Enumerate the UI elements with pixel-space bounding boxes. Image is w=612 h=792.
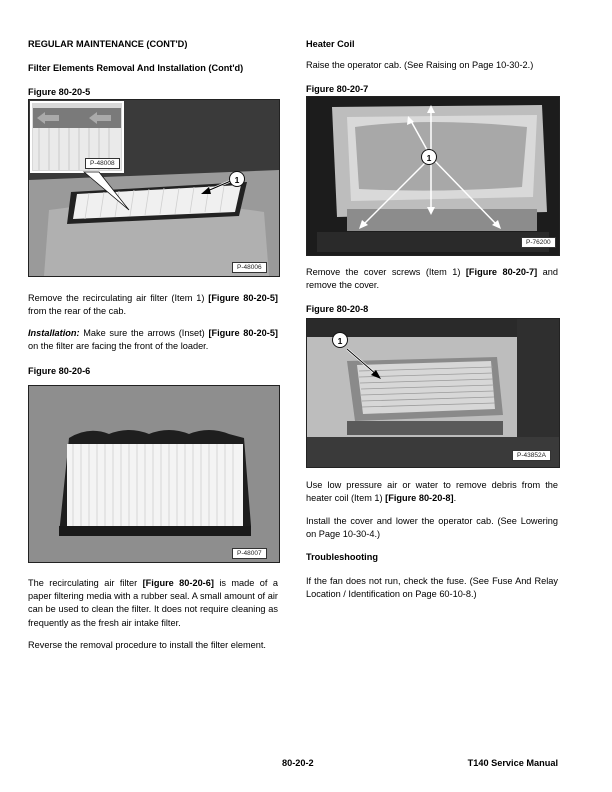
section-title: REGULAR MAINTENANCE (CONT'D) [28, 39, 188, 49]
callout-item-1: 1 [332, 332, 348, 348]
figure-80-20-7-photo [306, 96, 560, 256]
paragraph-installation: Installation: Make sure the arrows (Inset) [Figure 80-20-5] on the filter are facing the front of the loader. [28, 328, 278, 352]
paragraph-remove-cover: Remove the cover screws (Item 1) [Figure 80-20-7] and remove the cover. [306, 267, 558, 291]
paragraph-remove-filter: Remove the recirculating air filter (Item 1) [Figure 80-20-5] from the rear of the cab. [28, 293, 278, 317]
photo-tag: P-43852A [512, 450, 551, 461]
figure-reference: [Figure 80-20-5] [208, 293, 278, 303]
figure-80-20-7-label: Figure 80-20-7 [306, 84, 369, 94]
subsection-title: Filter Elements Removal And Installation (Cont'd) [28, 63, 244, 73]
troubleshooting-title: Troubleshooting [306, 552, 378, 562]
heater-coil-title: Heater Coil [306, 39, 355, 49]
inset-photo-tag: P-48008 [85, 158, 120, 169]
figure-reference: [Figure 80-20-7] [465, 267, 538, 277]
photo-tag: P-48006 [232, 262, 267, 273]
figure-reference: [Figure 80-20-5] [208, 328, 278, 338]
figure-80-20-5-photo [28, 99, 280, 277]
heater-cover-image [307, 97, 559, 255]
paragraph-clean-coil: Use low pressure air or water to remove debris from the heater coil (Item 1) [Figure 80-20-8]. [306, 480, 558, 504]
paragraph-raise-cab: Raise the operator cab. (See Raising on Page 10-30-2.) [306, 60, 534, 70]
page-number: 80-20-2 [282, 758, 314, 768]
installation-lead: Installation: [28, 328, 80, 338]
air-filter-element-image [29, 386, 279, 562]
figure-reference: [Figure 80-20-8] [385, 493, 454, 504]
paragraph-filter-description: The recirculating air filter [Figure 80-20-6] is made of a paper filtering media with a rubber seal. A small amount of air can be used to clean the filter. It does not require cleaning as frequently as the fresh air intake filter. [28, 578, 279, 628]
paragraph-install-cover: Install the cover and lower the operator cab. (See Lowering on Page 10-30-4.) [306, 516, 558, 540]
manual-title: T140 Service Manual [467, 758, 558, 768]
callout-item-1: 1 [229, 171, 245, 187]
paragraph-reverse-procedure: Reverse the removal procedure to install the filter element. [28, 640, 266, 650]
figure-80-20-6-label: Figure 80-20-6 [28, 366, 91, 376]
figure-80-20-8-photo [306, 318, 560, 468]
paragraph-fan-fuse: If the fan does not run, check the fuse. (See Fuse And Relay Location / Identification on Page 60-10-8.) [306, 576, 558, 600]
photo-tag: P-76200 [521, 237, 556, 248]
callout-item-1: 1 [421, 149, 437, 165]
cab-rear-filter-image [29, 100, 279, 276]
figure-80-20-5-label: Figure 80-20-5 [28, 87, 91, 97]
figure-80-20-8-label: Figure 80-20-8 [306, 304, 369, 314]
figure-reference: [Figure 80-20-6] [142, 578, 214, 588]
photo-tag: P-48007 [232, 548, 267, 559]
figure-80-20-6-photo [28, 385, 280, 563]
